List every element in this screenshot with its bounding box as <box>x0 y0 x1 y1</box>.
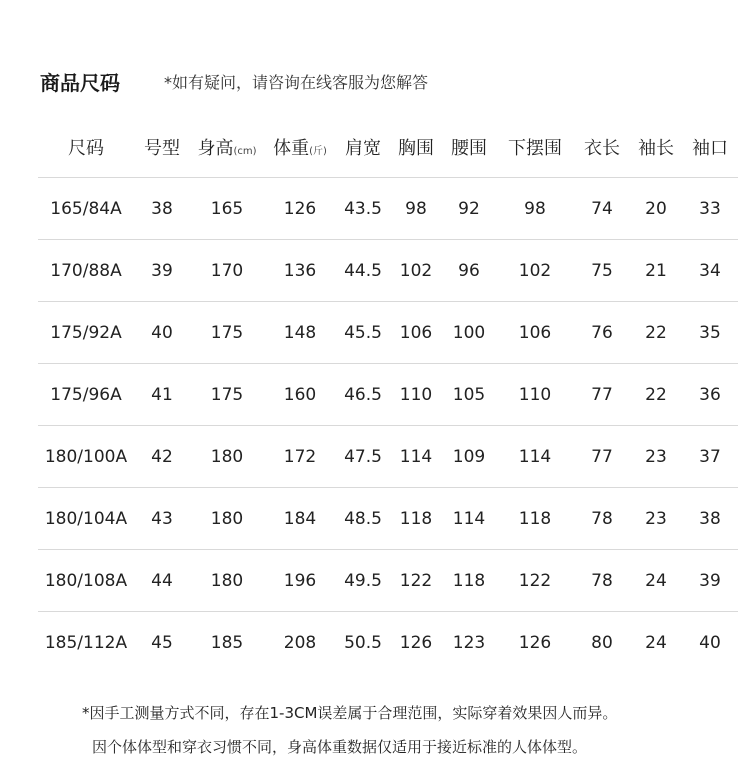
table-cell: 40 <box>699 632 721 653</box>
table-cell: 114 <box>390 426 442 488</box>
table-cell: 180 <box>190 550 264 612</box>
table-cell: 38 <box>134 178 190 240</box>
table-cell: 185/112A <box>44 632 128 653</box>
table-cell: 126 <box>264 178 336 240</box>
table-cell: 78 <box>574 550 630 612</box>
column-header-label: 号型 <box>144 138 180 159</box>
table-cell: 80 <box>591 632 613 653</box>
column-header-label: 腰围 <box>451 138 487 159</box>
table-cell: 98 <box>390 178 442 240</box>
table-cell: 98 <box>496 178 574 240</box>
table-cell: 102 <box>390 240 442 302</box>
column-header <box>390 117 442 178</box>
table-cell: 136 <box>264 240 336 302</box>
table-cell: 48.5 <box>336 488 390 550</box>
table-cell: 109 <box>442 426 496 488</box>
header <box>40 64 428 98</box>
table-cell: 196 <box>264 550 336 612</box>
page-title: 商品尺码 <box>40 70 120 95</box>
table-cell: 180 <box>190 488 264 550</box>
column-header-label: 肩宽 <box>345 138 381 159</box>
table-row <box>38 488 738 550</box>
table-cell: 122 <box>390 550 442 612</box>
column-header <box>442 117 496 178</box>
table-header-row <box>38 117 738 178</box>
column-header-label: 下摆围 <box>508 138 562 159</box>
column-header-unit: (cm) <box>233 146 257 157</box>
table-cell: 21 <box>630 240 682 302</box>
table-cell: 170/88A <box>38 240 134 302</box>
table-cell: 118 <box>442 550 496 612</box>
table-row <box>38 612 738 674</box>
table-cell: 105 <box>442 364 496 426</box>
table-cell: 123 <box>452 632 486 653</box>
column-header <box>264 117 336 178</box>
table-cell: 126 <box>518 632 552 653</box>
table-cell: 122 <box>496 550 574 612</box>
table-cell: 126 <box>399 632 433 653</box>
table-cell: 165 <box>190 178 264 240</box>
table-cell: 148 <box>264 302 336 364</box>
table-cell: 160 <box>264 364 336 426</box>
table-cell: 77 <box>574 426 630 488</box>
column-header <box>496 117 574 178</box>
table-cell: 43 <box>134 488 190 550</box>
table-cell: 114 <box>496 426 574 488</box>
table-cell: 39 <box>682 550 738 612</box>
column-header-label: 尺码 <box>68 138 104 159</box>
table-body <box>38 178 738 674</box>
table-cell: 41 <box>134 364 190 426</box>
table-cell: 20 <box>630 178 682 240</box>
column-header-label: 袖口 <box>692 138 728 159</box>
table-cell: 175 <box>190 364 264 426</box>
column-header <box>38 117 134 178</box>
table-cell: 44.5 <box>336 240 390 302</box>
table-cell: 39 <box>134 240 190 302</box>
table-cell: 22 <box>630 364 682 426</box>
table-cell: 47.5 <box>336 426 390 488</box>
table-row <box>38 178 738 240</box>
column-header-unit: (斤) <box>309 146 327 157</box>
table-cell: 175/96A <box>38 364 134 426</box>
table-cell: 23 <box>630 426 682 488</box>
table-cell: 37 <box>682 426 738 488</box>
table-cell: 77 <box>574 364 630 426</box>
table-cell: 49.5 <box>336 550 390 612</box>
table-cell: 38 <box>682 488 738 550</box>
table-cell: 170 <box>190 240 264 302</box>
table-cell: 118 <box>496 488 574 550</box>
column-header-label: 体重 <box>273 138 310 159</box>
table-cell: 24 <box>645 632 667 653</box>
table-cell: 180 <box>190 426 264 488</box>
table-cell: 175 <box>190 302 264 364</box>
column-header <box>336 117 390 178</box>
table-cell: 22 <box>630 302 682 364</box>
column-header-label: 胸围 <box>398 138 434 159</box>
table-cell: 34 <box>682 240 738 302</box>
table-cell: 175/92A <box>38 302 134 364</box>
table-cell: 43.5 <box>336 178 390 240</box>
table-cell: 106 <box>390 302 442 364</box>
table-cell: 46.5 <box>336 364 390 426</box>
table-cell: 180/104A <box>38 488 134 550</box>
column-header-label: 袖长 <box>638 138 674 159</box>
table-cell: 24 <box>630 550 682 612</box>
table-cell: 110 <box>390 364 442 426</box>
table-cell: 23 <box>630 488 682 550</box>
table-cell: 40 <box>134 302 190 364</box>
table-cell: 92 <box>442 178 496 240</box>
table-cell: 106 <box>496 302 574 364</box>
table-cell: 74 <box>574 178 630 240</box>
column-header <box>190 117 264 178</box>
footer-note-measurement: *因手工测量方式不同，存在1-3CM误差属于合理范围，实际穿着效果因人而异。 <box>82 704 618 722</box>
footer-note-body-type: 因个体体型和穿衣习惯不同，身高体重数据仅适用于接近标准的人体体型。 <box>92 738 588 756</box>
table-cell: 33 <box>682 178 738 240</box>
table-cell: 172 <box>264 426 336 488</box>
table-cell: 165/84A <box>38 178 134 240</box>
size-table <box>38 117 738 673</box>
table-row <box>38 302 738 364</box>
table-row <box>38 240 738 302</box>
table-cell: 45.5 <box>336 302 390 364</box>
table-cell: 75 <box>574 240 630 302</box>
table-cell: 42 <box>134 426 190 488</box>
table-cell: 114 <box>442 488 496 550</box>
column-header <box>574 117 630 178</box>
table-row <box>38 364 738 426</box>
table-cell: 50.5 <box>344 632 382 653</box>
column-header <box>682 117 738 178</box>
table-cell: 102 <box>496 240 574 302</box>
table-cell: 45 <box>151 632 173 653</box>
column-header-label: 衣长 <box>584 138 620 159</box>
table-cell: 35 <box>682 302 738 364</box>
table-cell: 185 <box>210 632 244 653</box>
table-row <box>38 550 738 612</box>
table-cell: 100 <box>442 302 496 364</box>
inquiry-note: *如有疑问，请咨询在线客服为您解答 <box>164 72 429 92</box>
column-header <box>630 117 682 178</box>
table-cell: 36 <box>682 364 738 426</box>
table-row <box>38 426 738 488</box>
table-cell: 118 <box>390 488 442 550</box>
table-cell: 184 <box>264 488 336 550</box>
table-cell: 208 <box>283 632 317 653</box>
table-cell: 180/100A <box>38 426 134 488</box>
table-cell: 110 <box>496 364 574 426</box>
table-cell: 76 <box>574 302 630 364</box>
column-header-label: 身高 <box>197 138 234 159</box>
table-cell: 180/108A <box>38 550 134 612</box>
table-cell: 96 <box>442 240 496 302</box>
table-cell: 78 <box>574 488 630 550</box>
column-header <box>134 117 190 178</box>
table-cell: 44 <box>134 550 190 612</box>
